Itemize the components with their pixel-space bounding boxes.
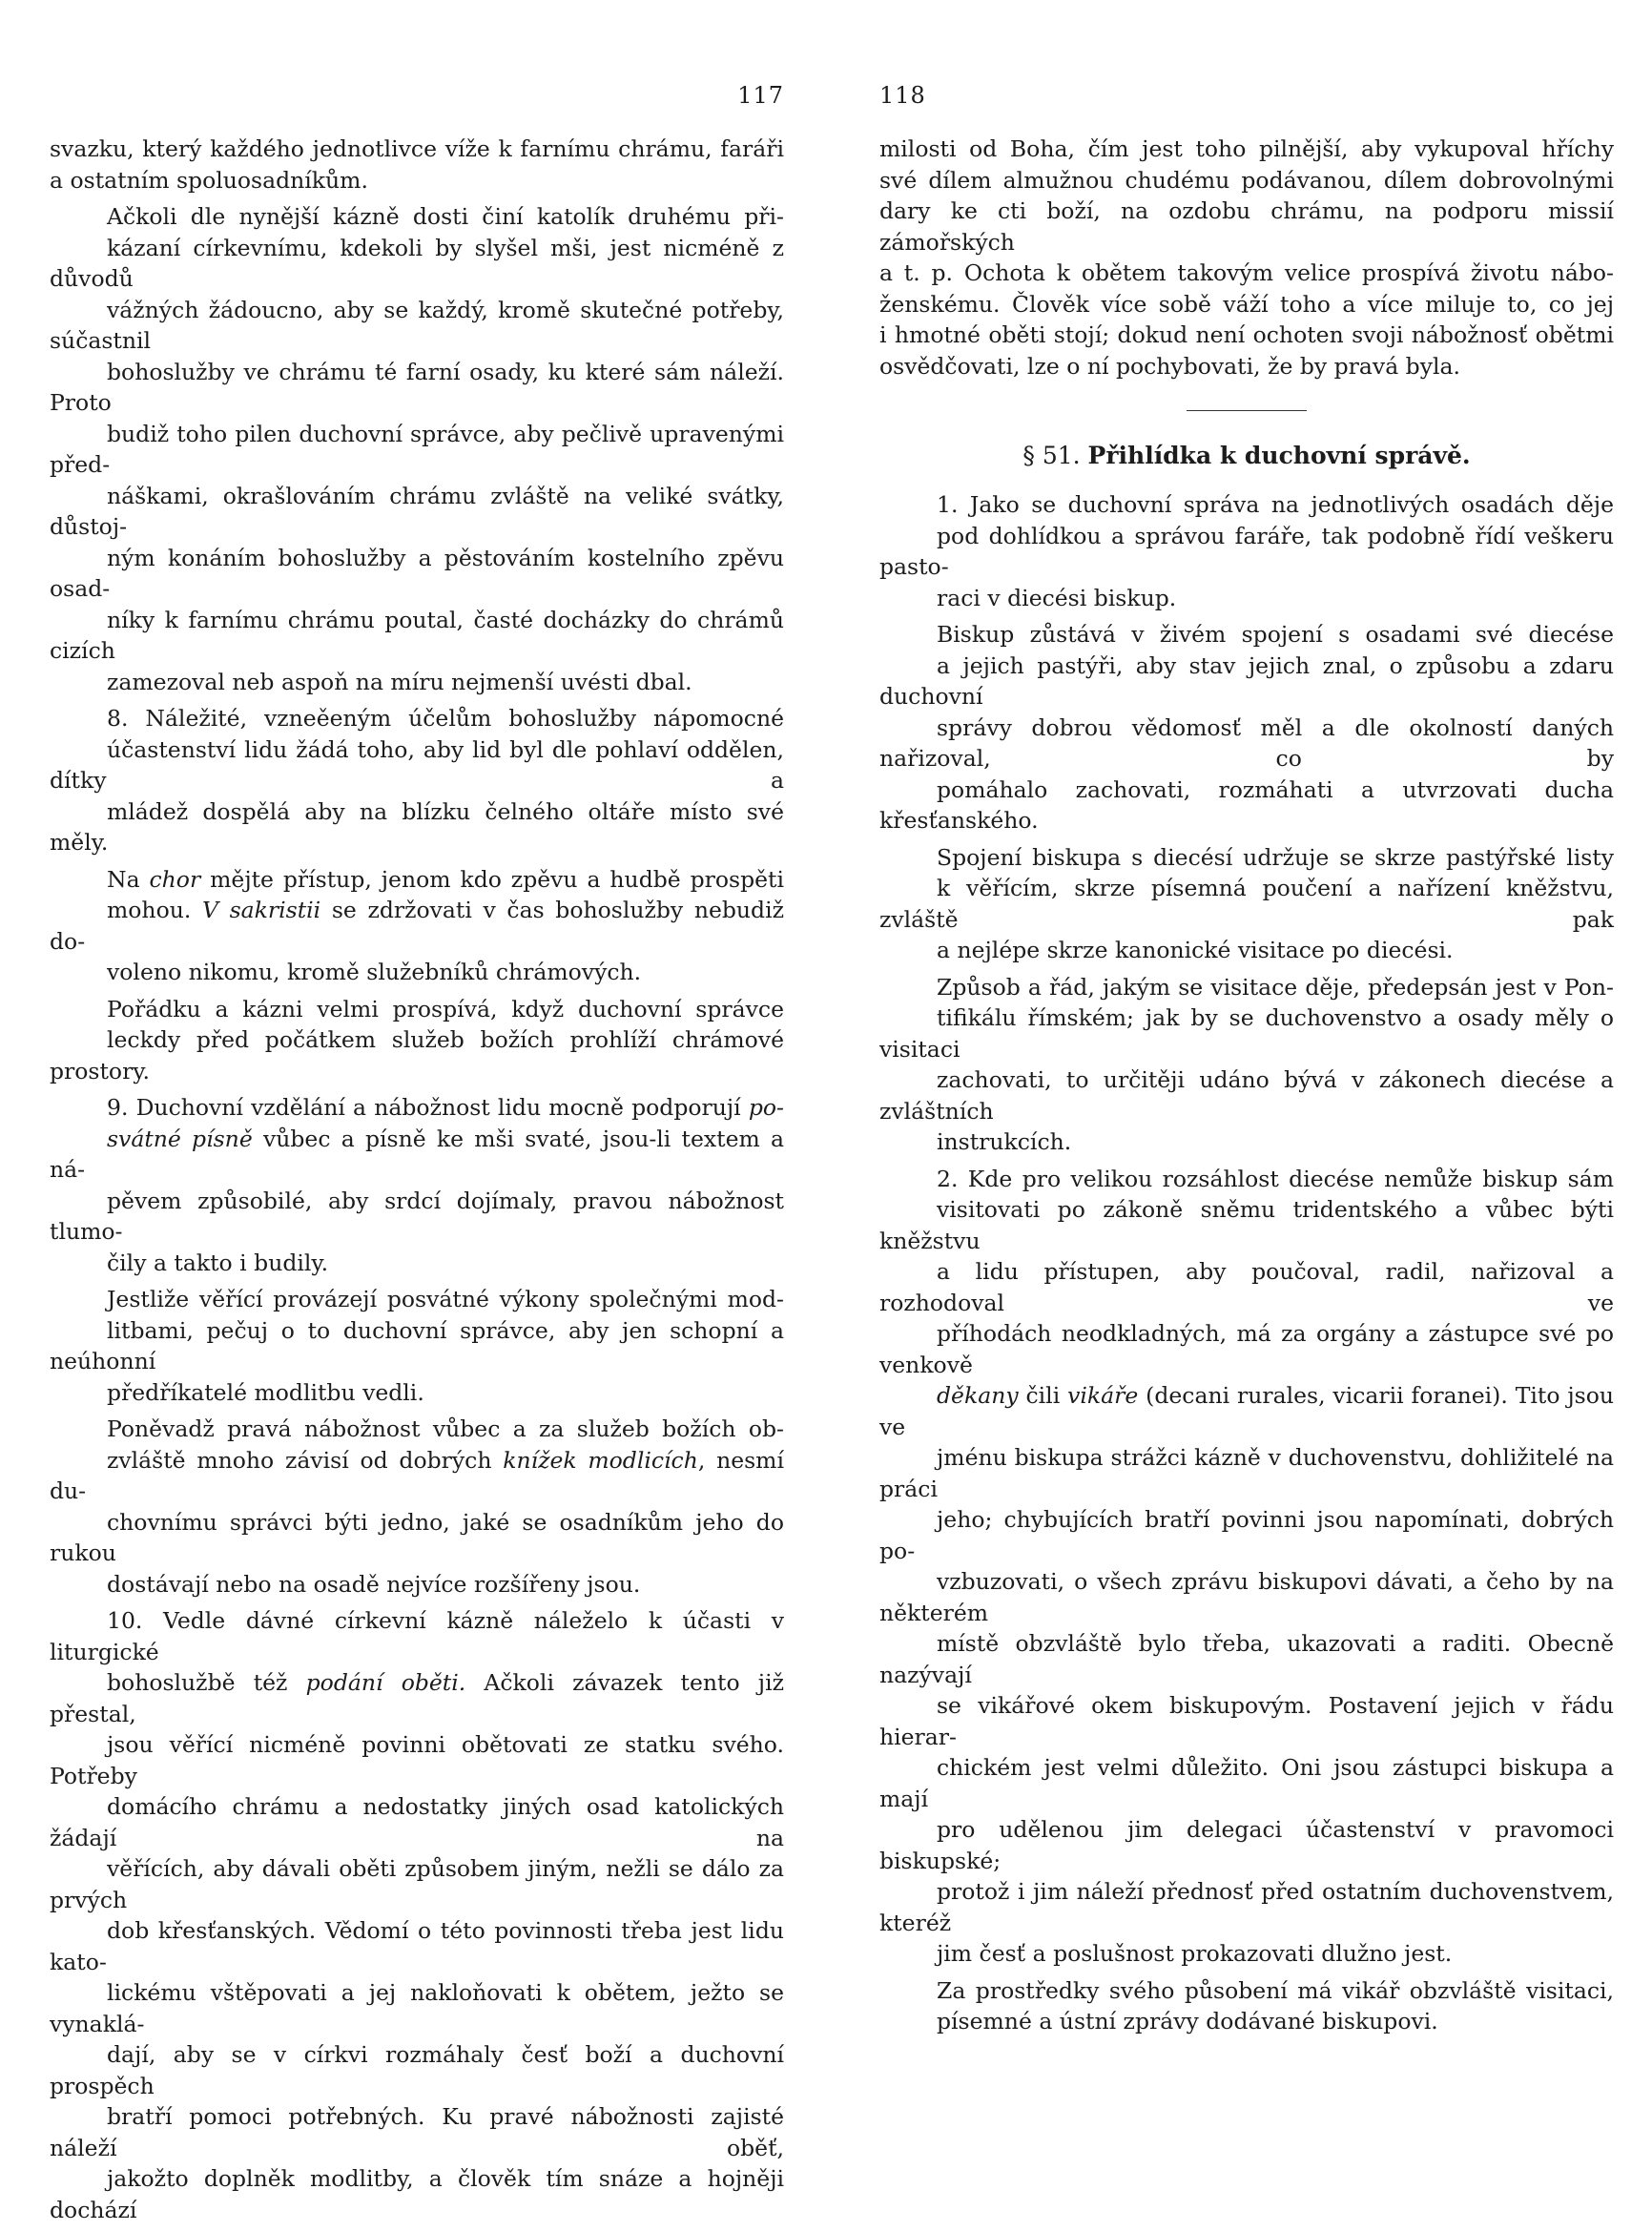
text-line: čily a takto i budily. [107, 1249, 329, 1276]
paragraph [879, 842, 1614, 966]
text-line: 1. Jako se duchovní správa na jednotlivých osadách děje [937, 491, 1614, 518]
text-line: ným konáním bohoslužby a pěstováním kostelního zpěvu osad- [50, 544, 784, 602]
paragraph [879, 1164, 1614, 1970]
text-line: mohou. V sakristii se zdržovati v čas bohoslužby nebudiž do- [50, 897, 784, 955]
text-line: jakožto doplněk modlitby, a člověk tím snáze a hojněji dochází [50, 2165, 784, 2223]
text-line: dají, aby se v církvi rozmáhaly česť boží a duchovní prospěch [50, 2041, 784, 2099]
text-line: a lidu přístupen, aby poučoval, radil, nařizoval a rozhodoval ve [879, 1258, 1614, 1316]
text-block-after-section [879, 489, 1614, 2037]
text-line: bohoslužby ve chrámu té farní osady, ku které sám náleží. Proto [50, 358, 784, 416]
text-line: voleno nikomu, kromě služebníků chrámových. [107, 959, 642, 985]
paragraph [879, 619, 1614, 837]
text-line: zvláště mnoho závisí od dobrých knížek modlicích, nesmí du- [50, 1446, 784, 1504]
text-line: bratří pomoci potřebných. Ku pravé nábožnosti zajisté náleží oběť, [50, 2103, 784, 2161]
text-line: 9. Duchovní vzdělání a nábožnost lidu mocně podporují po- [107, 1094, 784, 1121]
text-line: správy dobrou vědomosť měl a dle okolností daných nařizoval, co by [879, 713, 1614, 772]
text-line: Na chor mějte přístup, jenom kdo zpěvu a hudbě prospěti [107, 865, 785, 893]
text-line: Biskup zůstává v živém spojení s osadami své diecése [937, 621, 1614, 648]
text-line: místě obzvláště bylo třeba, ukazovati a raditi. Obecně nazývají [879, 1630, 1614, 1688]
text-line: 8. Náležité, vzneěeným účelům bohoslužby nápomocné [107, 705, 784, 732]
text-line: dob křesťanských. Vědomí o této povinnosti třeba jest lidu kato- [50, 1917, 784, 1975]
text-line: a ostatním spoluosadníkům. [50, 166, 368, 194]
paragraph [50, 1605, 784, 2225]
text-line: Jestliže věřící provázejí posvátné výkony společnými mod- [107, 1286, 784, 1312]
text-line: jsou věřící nicméně povinni obětovati ze statku svého. Potřeby [50, 1731, 784, 1789]
text-line: příhodách neodkladných, má za orgány a zástupce své po venkově [879, 1320, 1614, 1378]
section-number: § 51. [1022, 442, 1081, 469]
paragraph [50, 864, 784, 988]
text-line: Ačkoli dle nynější kázně dosti činí katolík druhému při- [107, 203, 784, 230]
text-line: dary ke cti boží, na ozdobu chrámu, na podporu missií zámořských [879, 197, 1614, 256]
text-line: protož i jim náleží přednosť před ostatním duchovenstvem, kteréž [879, 1878, 1614, 1936]
paragraph [879, 489, 1614, 613]
text-line: tifikálu římském; jak by se duchovenstvo a osady měly o visitaci [879, 1004, 1614, 1063]
text-line: zamezoval neb aspoň na míru nejmenší uvésti dbal. [107, 668, 692, 695]
text-line: milosti od Boha, čím jest toho pilnější, aby vykupoval hříchy [879, 135, 1614, 162]
text-line: svátné písně vůbec a písně ke mši svaté, jsou-li textem a ná- [50, 1125, 785, 1183]
text-line: níky k farnímu chrámu poutal, časté docházky do chrámů cizích [50, 606, 784, 664]
text-line: Pořádku a kázni velmi prospívá, když duchovní správce [107, 995, 784, 1023]
text-line: a jejich pastýři, aby stav jejich znal, o způsobu a zdaru duchovní [879, 651, 1614, 710]
text-line: chickém jest velmi důležito. Oni jsou zástupci biskupa a mají [879, 1754, 1614, 1812]
text-line: svazku, který každého jednotlivce víže k farnímu chrámu, faráři [50, 135, 784, 162]
page-number: 117 [737, 82, 784, 109]
text-line: vážných žádoucno, aby se každý, kromě skutečné potřeby, súčastnil [50, 296, 784, 354]
text-line: pomáhalo zachovati, rozmáhati a utvrzovati ducha křesťanského. [879, 775, 1614, 834]
text-line: písemné a ústní zprávy dodávané biskupovi. [937, 2008, 1438, 2035]
text-line: visitovati po zákoně sněmu tridentského a vůbec býti kněžstvu [879, 1196, 1614, 1254]
text-line: budiž toho pilen duchovní správce, aby pečlivě upravenými před- [50, 420, 784, 478]
paragraph [50, 1284, 784, 1408]
text-line: chovnímu správci býti jedno, jaké se osadníkům jeho do rukou [50, 1508, 784, 1566]
text-line: a t. p. Ochota k obětem takovým velice prospívá životu nábo- [879, 259, 1614, 286]
paragraph [50, 134, 784, 196]
text-line: jménu biskupa strážci kázně v duchovenstvu, dohližitelé na práci [879, 1444, 1614, 1502]
text-line: předříkatelé modlitbu vedli. [107, 1378, 424, 1406]
text-line: Poněvadž pravá nábožnost vůbec a za služeb božích ob- [107, 1415, 784, 1442]
paragraph [50, 703, 784, 858]
text-line: osvědčovati, lze o ní pochybovati, že by pravá byla. [879, 352, 1460, 380]
text-line: děkany čili vikáře (decani rurales, vicarii foranei). Tito jsou ve [879, 1382, 1614, 1440]
page-body [50, 134, 784, 2231]
paragraph [50, 201, 784, 697]
text-line: zachovati, to určitěji udáno bývá v zákonech diecése a zvláštních [879, 1066, 1614, 1125]
paragraph [50, 1092, 784, 1278]
paragraph [879, 1975, 1614, 2037]
text-line: instrukcích. [937, 1128, 1072, 1155]
text-line: litbami, pečuj o to duchovní správce, aby jen schopní a neúhonní [50, 1316, 784, 1374]
text-line: raci v diecési biskup. [937, 584, 1177, 611]
text-line: a nejlépe skrze kanonické visitace po diecési. [937, 937, 1454, 963]
paragraph [879, 134, 1614, 382]
text-line: své dílem almužnou chudému podávanou, dílem dobrovolnými [879, 166, 1614, 194]
text-line: účastenství lidu žádá toho, aby lid byl dle pohlaví oddělen, dítky a [50, 735, 784, 794]
text-line: dostávají nebo na osadě nejvíce rozšířeny jsou. [107, 1570, 641, 1598]
text-line: i hmotné oběti stojí; dokud není ochoten svoji nábožnosť obětmi [879, 321, 1614, 348]
text-line: kázaní církevnímu, kdekoli by slyšel mši, jest nicméně z důvodů [50, 234, 784, 292]
text-line: 2. Kde pro velikou rozsáhlost diecése nemůže biskup sám [937, 1165, 1614, 1192]
section-heading [879, 440, 1614, 472]
text-line: vzbuzovati, o všech zprávu biskupovi dávati, a čeho by na některém [879, 1568, 1614, 1626]
paragraph [50, 994, 784, 1087]
section-title: Přihlídka k duchovní správě. [1087, 442, 1471, 469]
text-line: pod dohlídkou a správou faráře, tak podobně řídí veškeru pasto- [879, 522, 1614, 580]
text-line: jim česť a poslušnost prokazovati dlužno jest. [937, 1940, 1453, 1967]
page-number: 118 [879, 82, 926, 109]
text-line: k věřícím, skrze písemná poučení a nařízení kněžstvu, zvláště pak [879, 875, 1614, 933]
text-line: lickému vštěpovati a jej nakloňovati k obětem, ježto se vynaklá- [50, 1979, 784, 2037]
text-line: Způsob a řád, jakým se visitace děje, předepsán jest v Pon- [937, 973, 1614, 1001]
section-divider [1187, 410, 1307, 411]
text-block-before-section [879, 134, 1614, 382]
text-line: pro udělenou jim delegaci účastenství v pravomoci biskupské; [879, 1816, 1614, 1874]
text-line: 10. Vedle dávné církevní kázně náleželo k účasti v liturgické [50, 1607, 784, 1665]
paragraph [50, 1414, 784, 1600]
text-line: bohoslužbě též podání oběti. Ačkoli závazek tento již přestal, [50, 1669, 784, 1727]
text-line: mládež dospělá aby na blízku čelného oltáře místo své měly. [50, 797, 784, 856]
text-line: Spojení biskupa s diecésí udržuje se skrze pastýřské listy [937, 843, 1614, 871]
text-line: pěvem způsobilé, aby srdcí dojímaly, pravou nábožnost tlumo- [50, 1187, 784, 1245]
page-body [879, 134, 1614, 2043]
text-line: náškami, okrašlováním chrámu zvláště na veliké svátky, důstoj- [50, 482, 784, 540]
text-line: ženskému. Člověk více sobě váží toho a více miluje to, co jej [879, 290, 1614, 318]
text-line: leckdy před počátkem služeb božích prohlíží chrámové prostory. [50, 1026, 784, 1085]
text-line: se vikářové okem biskupovým. Postavení jejich v řádu hierar- [879, 1692, 1614, 1750]
text-line: jeho; chybujících bratří povinni jsou napomínati, dobrých po- [879, 1506, 1614, 1564]
text-line: Za prostředky svého působení má vikář obzvláště visitaci, [937, 1976, 1614, 2004]
text-line: věřících, aby dávali oběti způsobem jiným, nežli se dálo za prvých [50, 1855, 784, 1913]
paragraph [879, 972, 1614, 1158]
text-line: domácího chrámu a nedostatky jiných osad katolických žádají na [50, 1793, 784, 1851]
